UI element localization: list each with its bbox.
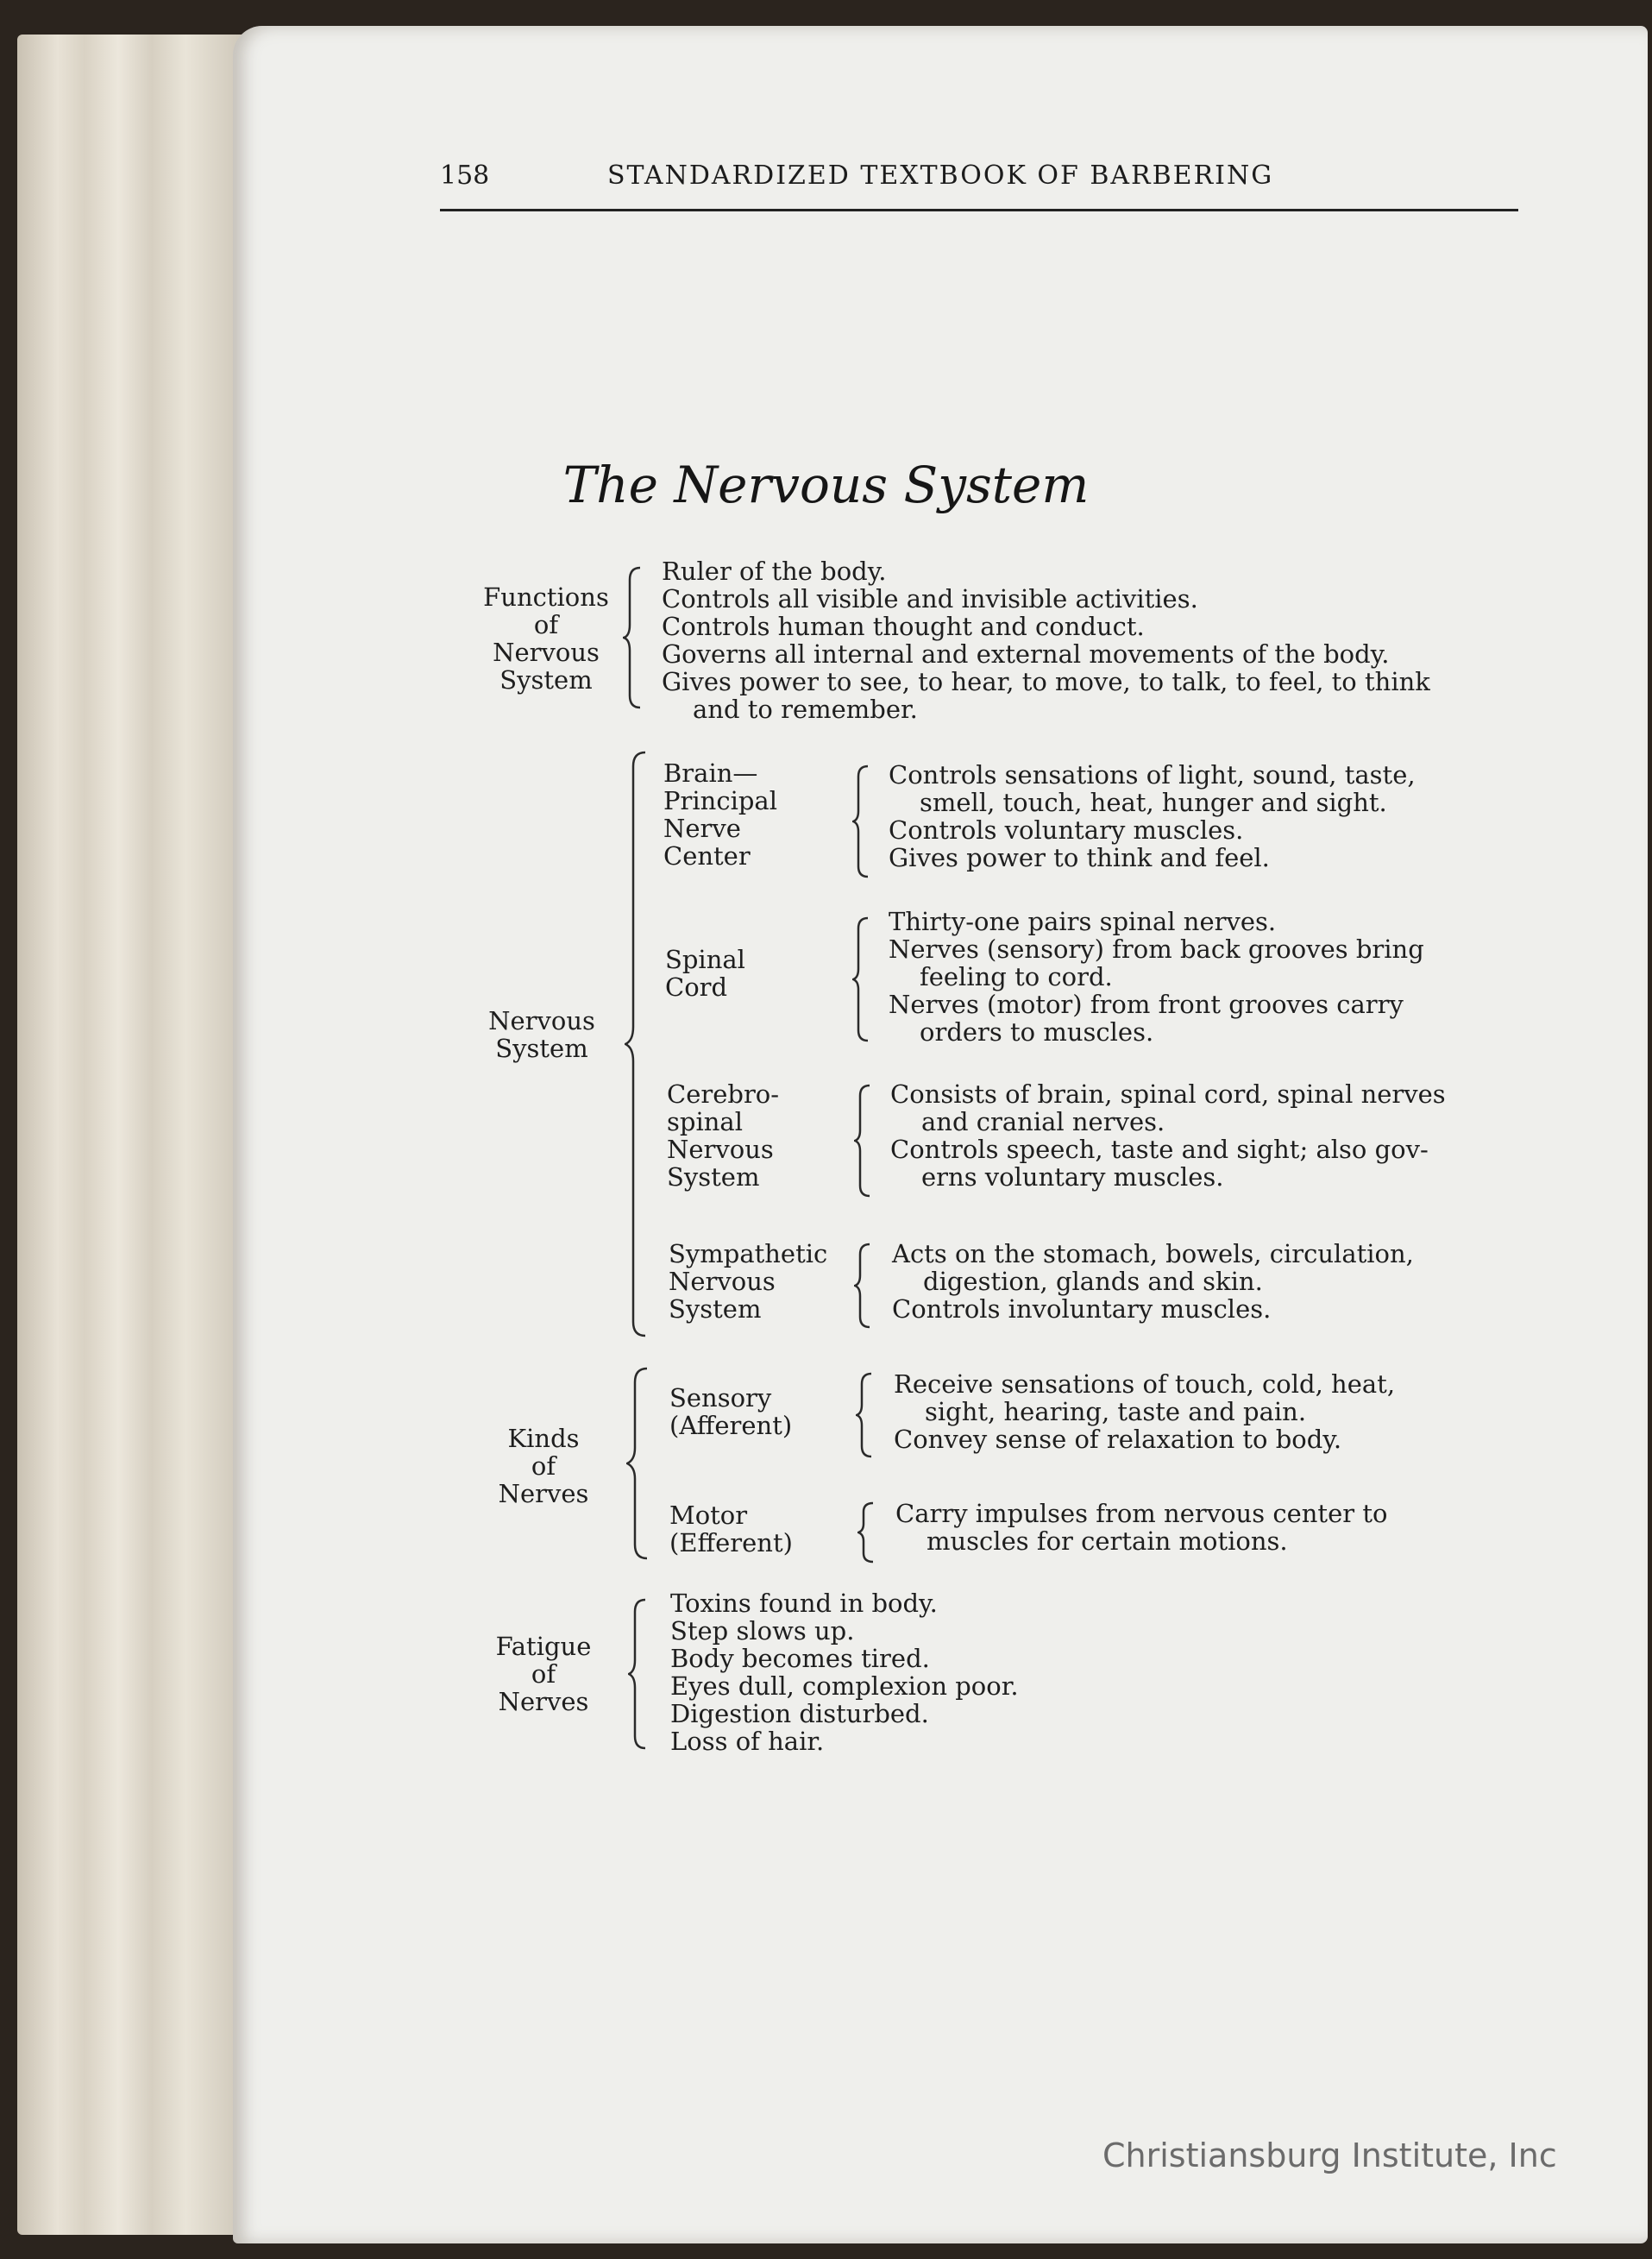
brain-label: Brain— Principal Nerve Center — [663, 758, 777, 871]
list-item: Controls human thought and conduct. — [662, 612, 1145, 641]
nervous-system-brace — [625, 749, 650, 1339]
list-item: Acts on the stomach, bowels, circulation, — [892, 1239, 1414, 1268]
list-item: Receive sensations of touch, cold, heat, — [894, 1369, 1396, 1399]
nervous-system-label: Nervous System — [488, 1006, 595, 1063]
watermark: Christiansburg Institute, Inc — [1102, 2136, 1557, 2174]
list-item: Consists of brain, spinal cord, spinal nerves — [890, 1079, 1446, 1109]
spinal-cord-list — [889, 908, 1424, 1046]
sensory-list — [894, 1370, 1395, 1453]
fatigue-label: Fatigue of Nerves — [495, 1632, 592, 1716]
brain-list — [889, 761, 1416, 872]
sensory-brace — [856, 1370, 876, 1460]
cerebrospinal-label: Cerebro- spinal Nervous System — [667, 1079, 780, 1192]
running-head: STANDARDIZED TEXTBOOK OF BARBERING — [607, 160, 1274, 191]
list-item: and cranial nerves. — [921, 1107, 1165, 1136]
list-item: Controls voluntary muscles. — [889, 815, 1244, 845]
list-item: Controls involuntary muscles. — [892, 1294, 1272, 1324]
list-item: sight, hearing, taste and pain. — [925, 1397, 1307, 1426]
sensory-label: Sensory (Afferent) — [669, 1383, 793, 1440]
list-item: Loss of hair. — [670, 1727, 825, 1756]
page-header — [440, 160, 1518, 211]
list-item: Convey sense of relaxation to body. — [894, 1425, 1342, 1454]
list-item: Toxins found in body. — [670, 1589, 938, 1618]
kinds-of-nerves-brace — [626, 1365, 652, 1562]
fatigue-brace — [628, 1596, 652, 1752]
list-item: Controls sensations of light, sound, taste, — [889, 760, 1416, 790]
motor-label: Motor (Efferent) — [669, 1501, 793, 1557]
functions-list — [662, 557, 1430, 723]
list-item: Carry impulses from nervous center to — [895, 1499, 1388, 1528]
book-page-edges — [17, 35, 242, 2235]
list-item: erns voluntary muscles. — [921, 1162, 1224, 1192]
list-item: Thirty-one pairs spinal nerves. — [889, 907, 1277, 936]
list-item: smell, touch, heat, hunger and sight. — [920, 788, 1387, 817]
list-item: Gives power to think and feel. — [889, 843, 1270, 872]
list-item: Controls speech, taste and sight; also gov- — [890, 1135, 1429, 1164]
list-item: Step slows up. — [670, 1616, 855, 1645]
list-item: digestion, glands and skin. — [923, 1267, 1263, 1296]
functions-brace — [623, 564, 647, 711]
list-item: Governs all internal and external movements of the body. — [662, 639, 1390, 669]
cerebrospinal-list — [890, 1080, 1446, 1191]
kinds-of-nerves-label: Kinds of Nerves — [498, 1424, 589, 1508]
list-item: Nerves (motor) from front grooves carry — [889, 990, 1404, 1019]
list-item: Nerves (sensory) from back grooves bring — [889, 934, 1424, 964]
sympathetic-label: Sympathetic Nervous System — [669, 1239, 828, 1324]
list-item: Digestion disturbed. — [670, 1699, 929, 1728]
motor-list — [895, 1500, 1387, 1555]
spinal-cord-label: Spinal Cord — [665, 945, 745, 1002]
sympathetic-brace — [854, 1241, 875, 1331]
cerebrospinal-brace — [854, 1082, 875, 1199]
spinal-cord-brace — [852, 915, 873, 1044]
list-item: Gives power to see, to hear, to move, to talk, to feel, to think — [662, 667, 1430, 696]
list-item: Controls all visible and invisible activities. — [662, 584, 1198, 614]
list-item: Ruler of the body. — [662, 557, 887, 586]
brain-brace — [852, 763, 873, 880]
list-item: muscles for certain motions. — [927, 1526, 1288, 1556]
page-number: 158 — [440, 160, 490, 191]
functions-label: Functions of Nervous System — [483, 582, 609, 695]
list-item: orders to muscles. — [920, 1017, 1154, 1047]
list-item: and to remember. — [693, 695, 918, 724]
list-item: feeling to cord. — [920, 962, 1113, 991]
page-title: The Nervous System — [562, 456, 1090, 514]
list-item: Eyes dull, complexion poor. — [670, 1671, 1019, 1701]
fatigue-list — [670, 1589, 1019, 1755]
sympathetic-list — [892, 1240, 1414, 1323]
motor-brace — [857, 1500, 878, 1565]
list-item: Body becomes tired. — [670, 1644, 930, 1673]
